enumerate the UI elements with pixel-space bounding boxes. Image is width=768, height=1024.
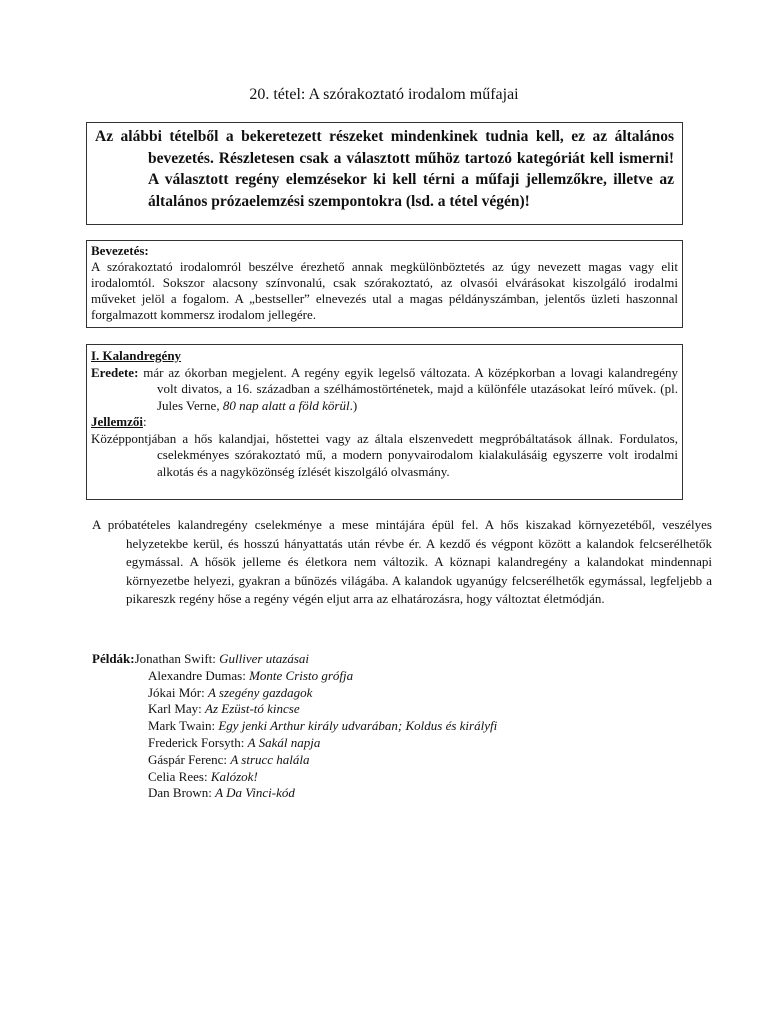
example-item	[92, 685, 682, 702]
examples-list	[92, 651, 682, 802]
example-item	[92, 769, 682, 786]
example-item	[92, 735, 682, 752]
example-work: A Da Vinci-kód	[215, 785, 295, 801]
example-author: Jókai Mór:	[148, 684, 208, 700]
example-item	[92, 668, 682, 685]
example-item	[92, 701, 682, 718]
example-author: Mark Twain:	[148, 718, 219, 734]
traits-text: Középpontjában a hős kalandjai, hőstettei vagy az általa elszenvedett megpróbáltatások állnak. Fordulatos, cselekményes szórakoztató mű, a modern ponyvairodalom kialakulásáig egyszerre volt irodalmi alkotás és a nagyközönség ízlését kiszolgáló olvasmány.	[91, 430, 678, 479]
example-work: Monte Cristo grófja	[249, 667, 354, 683]
intro-text: A szórakoztató irodalomról beszélve érezhető annak megkülönböztetés az úgy nevezett magas vagy elit irodalomtól. Sokszor alacsony színvonalú, csak szórakoztató, az olvasói elvárásokat kiszolgáló irodalmi műveket jelöl a fogalom. A „bestseller” elnevezés utal a magas példányszámban, jelentős üzleti haszonnal forgalmazott kommersz irodalom jellegére.	[91, 259, 678, 322]
example-work: Egy jenki Arthur király udvarában; Koldus és királyfi	[218, 718, 498, 734]
example-item	[92, 752, 682, 769]
notice-box	[86, 122, 683, 225]
page-title: 20. tétel: A szórakoztató irodalom műfajai	[249, 86, 519, 103]
example-author: Alexandre Dumas:	[148, 667, 250, 683]
intro-heading: Bevezetés:	[91, 243, 149, 258]
example-work: Kalózok!	[210, 768, 258, 784]
example-item	[92, 718, 682, 735]
example-author: Karl May:	[148, 701, 206, 717]
example-work: A strucc halála	[230, 751, 310, 767]
example-item	[92, 651, 682, 668]
body-paragraph: A próbatételes kalandregény cselekménye a mese mintájára épül fel. A hős kiszakad környezetéből, veszélyes helyzetekbe kerül, és hosszú hányattatás után révbe ér. A kezdő és végpont között a kalandok felcserélhetők egymással. A hősök jelleme és életkora nem változik. A köznapi kalandregény a kalandokat mindennapi környezetbe helyezi, gyakran a bűnözés világába. A kalandok ugyanúgy felcserélhetők egymással, legfeljebb a pikareszk regény hőse a regény végén eljut arra az elhatározásra, hogy változtat életmódján.	[92, 517, 712, 606]
example-item	[92, 785, 682, 802]
example-work: Az Ezüst-tó kincse	[205, 701, 300, 717]
intro-box	[86, 240, 683, 328]
origin-end: .)	[349, 397, 358, 413]
example-work: Gulliver utazásai	[219, 651, 310, 666]
adventure-heading: I. Kalandregény	[91, 348, 182, 363]
example-author: Gáspár Ferenc:	[148, 751, 231, 767]
traits-heading	[91, 414, 678, 431]
origin-label: Eredete:	[91, 364, 139, 380]
example-author: Frederick Forsyth:	[148, 734, 248, 750]
traits-label: Jellemzői	[91, 414, 143, 429]
origin-example-title: 80 nap alatt a föld körül	[222, 397, 350, 413]
origin-paragraph	[91, 365, 678, 415]
example-author: Jonathan Swift:	[134, 651, 220, 666]
origin-text: már az ókorban megjelent. A regény egyik legelső változata. A középkorban a lovagi kalandregény volt divatos, a 16. században a szélhámostörténetek, majd a különféle utazásokat leíró művek. (pl. Jules Verne,	[138, 364, 678, 413]
traits-colon: :	[142, 414, 147, 429]
examples-label: Példák:	[92, 651, 135, 666]
example-author: Dan Brown:	[148, 785, 216, 801]
adventure-novel-box	[86, 344, 683, 500]
notice-text: Az alábbi tételből a bekeretezett részeket mindenkinek tudnia kell, ez az általános bevezetés. Részletesen csak a választott műhöz tartozó kategóriát kell ismerni! A választott regény elemzésekor ki kell térni a műfaji jellemzőkre, illetve az általános prózaelemzési szempontokra (lsd. a tétel végén)!	[95, 128, 674, 210]
example-author: Celia Rees:	[148, 768, 211, 784]
example-work: A Sakál napja	[247, 734, 321, 750]
example-work: A szegény gazdagok	[207, 684, 313, 700]
